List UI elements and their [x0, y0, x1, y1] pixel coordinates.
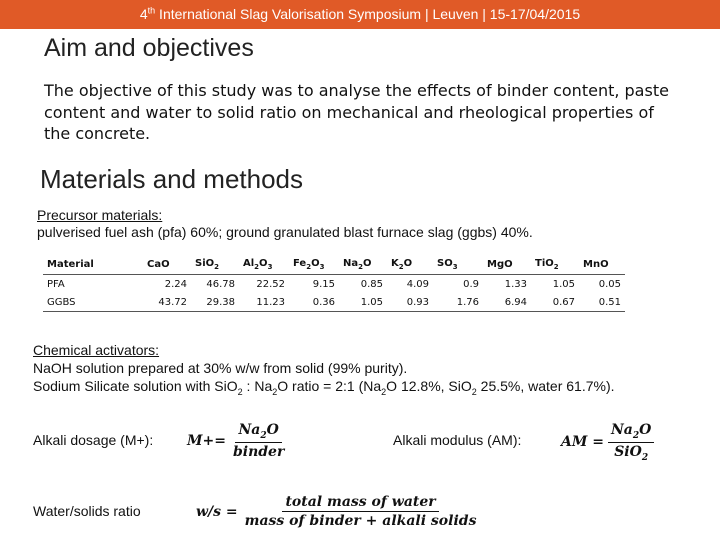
table-header-material: Material	[43, 255, 143, 275]
alkali-modulus-formula	[561, 422, 654, 463]
table-cell: 0.85	[360, 278, 383, 290]
precursor-text: pulverised fuel ash (pfa) 60%; ground granulated blast furnace slag (ggbs) 40%.	[37, 224, 533, 240]
table-header-na2o: $Na_2O$	[339, 255, 387, 275]
modulus-numerator: $Na_2O$	[608, 422, 654, 443]
table-cell: 46.78	[206, 278, 235, 290]
dosage-numerator: $Na_2O$	[235, 422, 281, 443]
modulus-denominator: SiO$_2$	[614, 443, 649, 463]
ws-fraction	[242, 494, 480, 529]
table-cell-name: GGBS	[43, 293, 143, 312]
table-cell: 9.15	[312, 278, 335, 290]
table-header-mno: MnO	[579, 255, 625, 275]
table-header-so3: $SO_3$	[433, 255, 483, 275]
modulus-fraction	[608, 422, 654, 463]
table-cell: 1.05	[552, 278, 575, 290]
activators-label: Chemical activators:	[33, 342, 160, 358]
table-header-tio2: TiO$_2$	[531, 255, 579, 275]
activators-line-silicate: Sodium Silicate solution with SiO$_2$ : $Na_2O$ ratio = 2:1 ($Na_2O$ 12.8%, SiO$_2$ 25.5%, water 61.7%).	[33, 378, 615, 397]
table-cell: 1.05	[339, 293, 387, 312]
header-banner	[0, 0, 720, 29]
table-cell: 0.93	[387, 293, 433, 312]
table-cell: 0.67	[531, 293, 579, 312]
table-row	[43, 275, 625, 294]
alkali-dosage-formula	[187, 422, 287, 460]
ws-numerator: total mass of water	[282, 494, 438, 512]
table-row	[43, 293, 625, 312]
dosage-fraction	[230, 422, 287, 460]
table-cell: 1.76	[433, 293, 483, 312]
alkali-modulus-label: Alkali modulus (AM):	[393, 432, 522, 448]
water-solids-formula	[196, 494, 479, 529]
banner-ordinal: 4	[139, 6, 148, 22]
table-header-sio2: SiO$_2$	[191, 255, 239, 275]
banner-ordinal-suffix: th	[147, 5, 156, 16]
alkali-dosage-label: Alkali dosage (M+):	[33, 432, 154, 448]
table-cell: 29.38	[191, 293, 239, 312]
table-cell: 0.9	[463, 278, 479, 290]
table-header-al2o3: $Al_2O_3$	[239, 255, 289, 275]
water-solids-label: Water/solids ratio	[33, 503, 141, 519]
aim-heading: Aim and objectives	[44, 34, 254, 62]
ws-lhs: w/s =	[196, 503, 238, 520]
table-cell: 43.72	[143, 293, 191, 312]
table-cell: 22.52	[256, 278, 285, 290]
activators-line-naoh: NaOH solution prepared at 30% w/w from solid (99% purity).	[33, 360, 408, 376]
table-cell: 0.51	[579, 293, 625, 312]
table-cell: 4.09	[406, 278, 429, 290]
table-header-k2o: $K_2O$	[387, 255, 433, 275]
ws-denominator: mass of binder + alkali solids	[244, 513, 477, 529]
table-header-mgo: MgO	[483, 255, 531, 275]
dosage-lhs: M+=	[187, 432, 226, 449]
table-cell: 11.23	[239, 293, 289, 312]
aim-paragraph: The objective of this study was to analyse the effects of binder content, paste content and water to solid ratio on mechanical and rheological properties of the concrete.	[44, 81, 669, 143]
modulus-lhs: AM =	[561, 434, 604, 451]
oxide-composition-table	[43, 255, 625, 312]
methods-heading: Materials and methods	[40, 164, 304, 194]
table-header-fe2o3: $Fe_2O_3$	[289, 255, 339, 275]
precursor-label: Precursor materials:	[37, 207, 163, 223]
table-cell: 2.24	[164, 278, 187, 290]
table-header-cao: CaO	[143, 255, 191, 275]
table-cell: 0.36	[289, 293, 339, 312]
dosage-denominator: binder	[232, 443, 285, 460]
table-header-row	[43, 255, 625, 275]
precursor-block	[37, 207, 533, 241]
table-cell: 0.05	[598, 278, 621, 290]
table-cell: 6.94	[483, 293, 531, 312]
table-cell-name: PFA	[47, 278, 65, 290]
table-cell: 1.33	[504, 278, 527, 290]
activators-block	[33, 341, 615, 401]
banner-text: International Slag Valorisation Symposium | Leuven | 15-17/04/2015	[155, 6, 581, 22]
